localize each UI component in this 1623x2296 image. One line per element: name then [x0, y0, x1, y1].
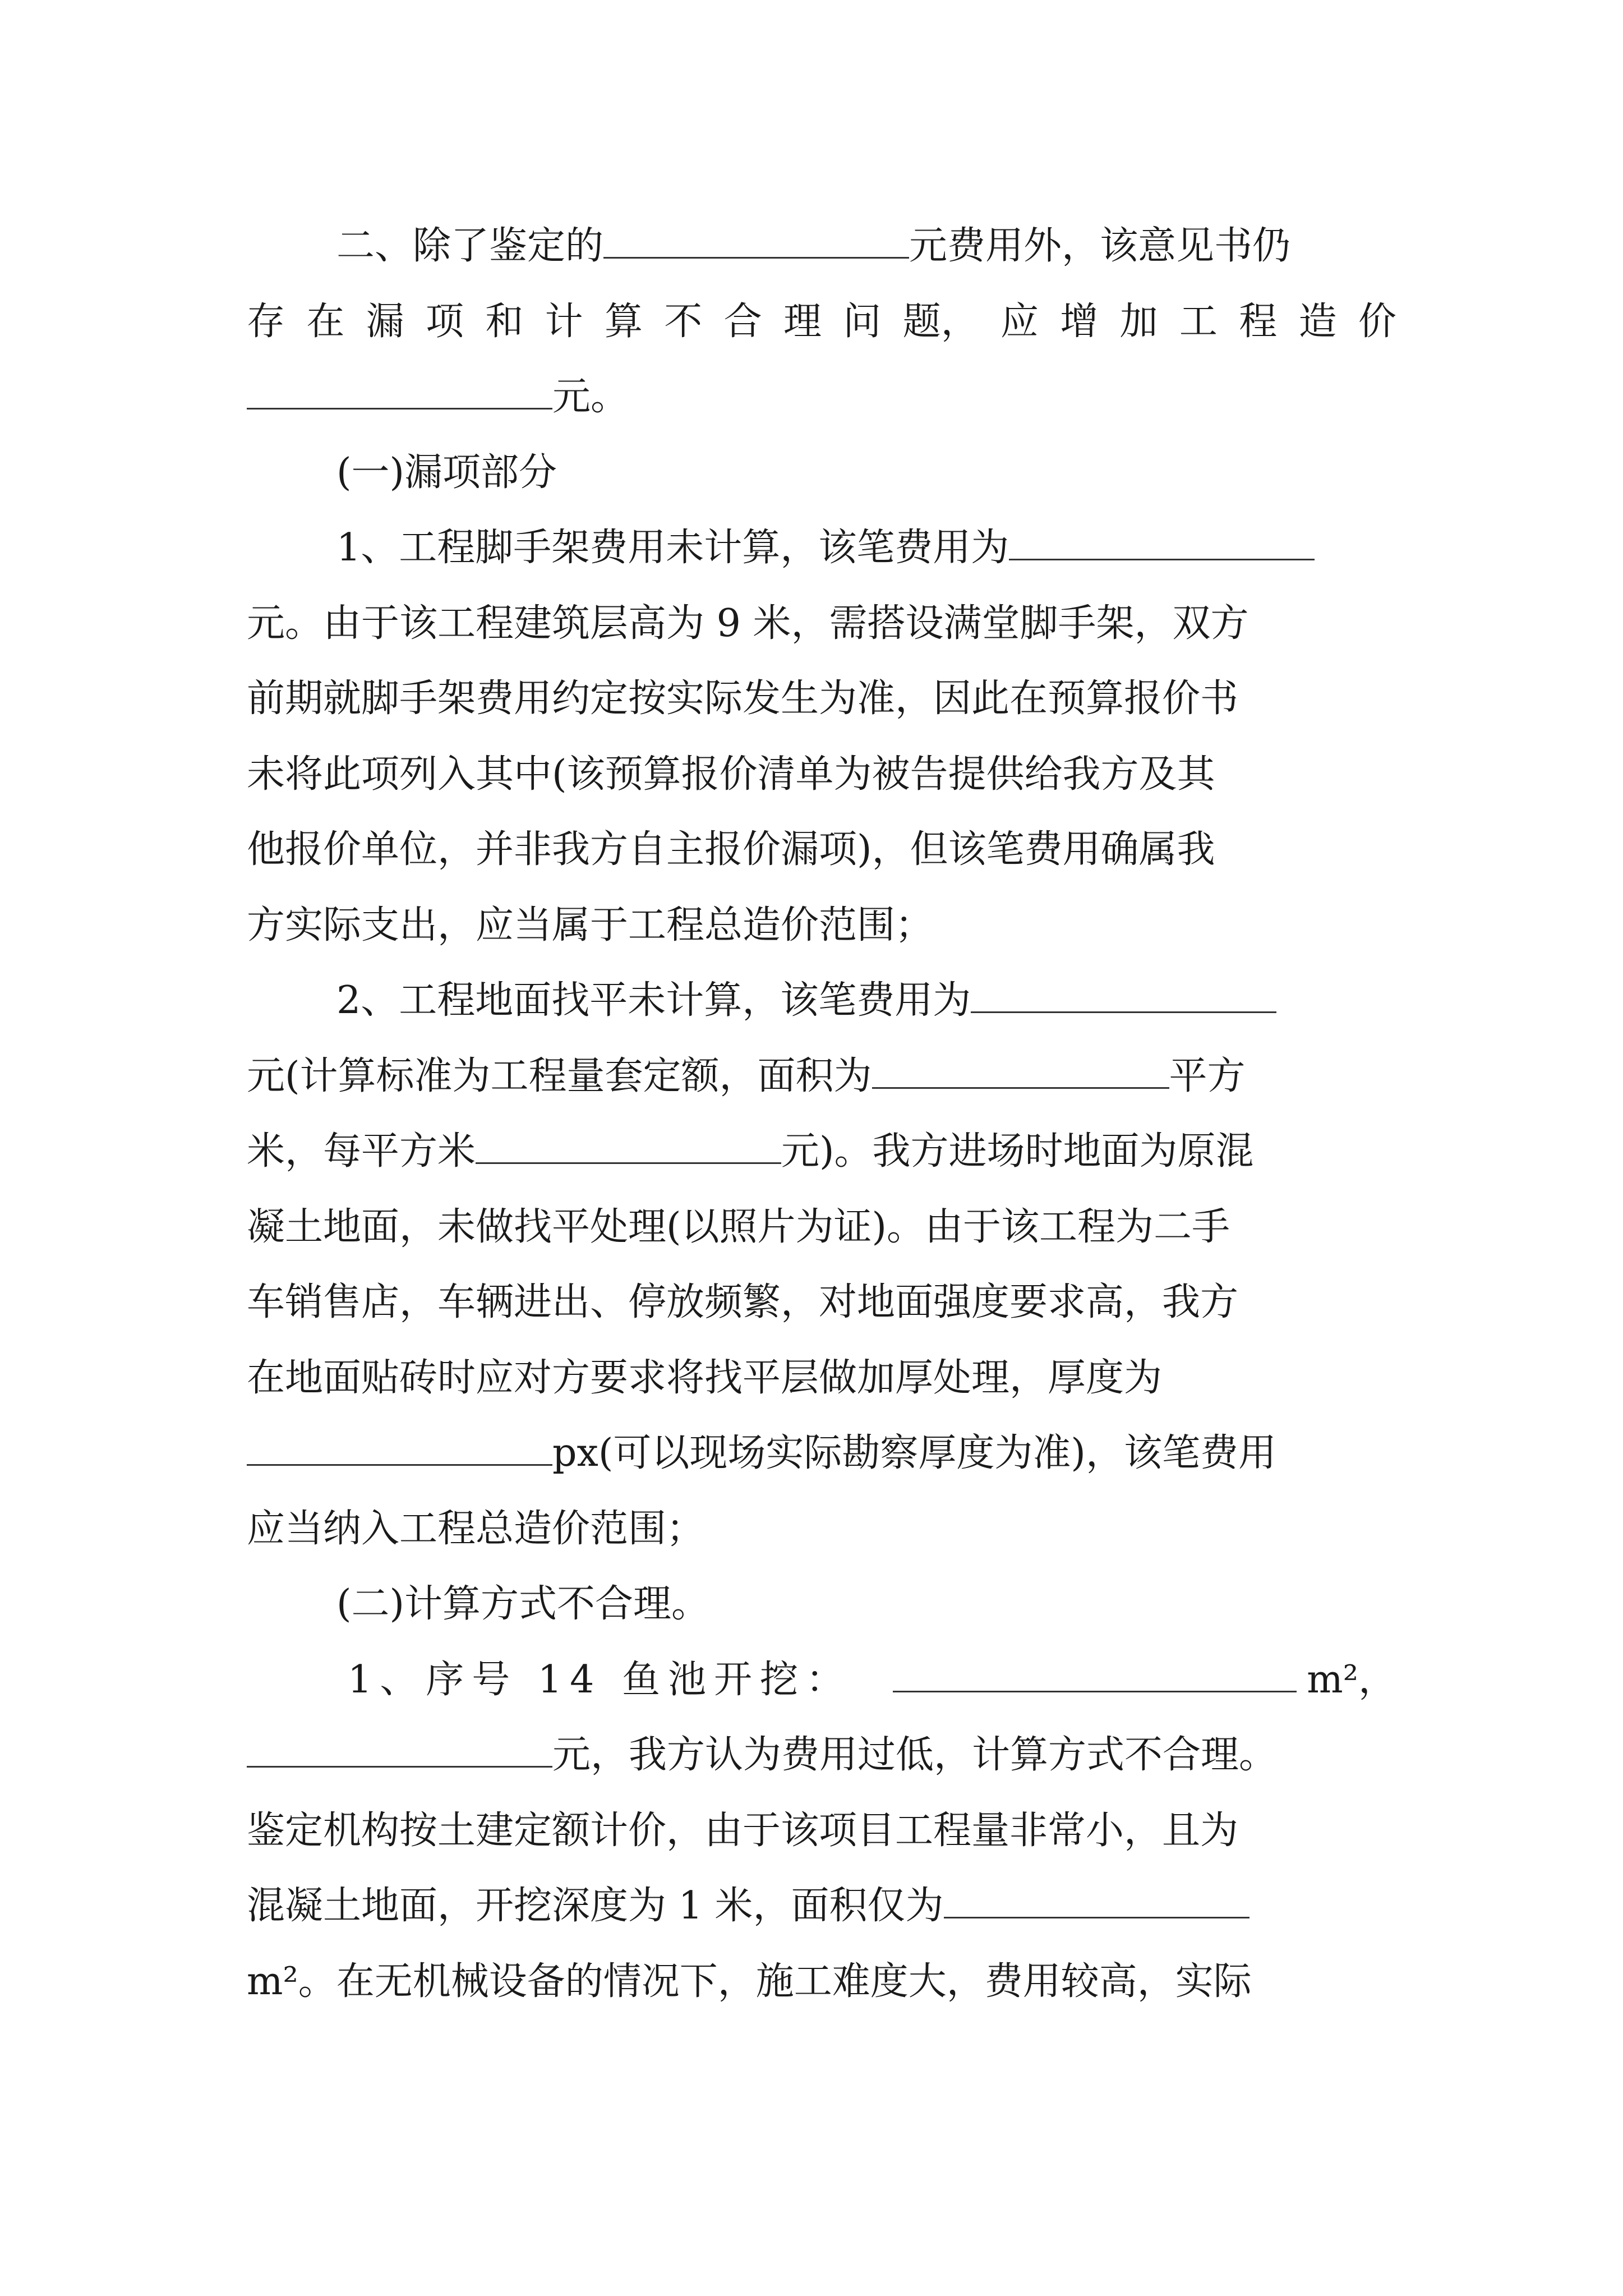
text: 前期就脚手架费用约定按实际发生为准，因此在预算报价书	[247, 677, 1239, 721]
fill-in-blank	[872, 1052, 1169, 1089]
char: 项	[425, 300, 464, 344]
paragraph-line	[336, 973, 1396, 1029]
fill-in-blank	[603, 222, 909, 259]
char: 价	[1358, 300, 1396, 344]
text: 二、除了鉴定的	[336, 224, 604, 268]
text: 他报价单位，并非我方自主报价漏项)，但该笔费用确属我	[247, 827, 1215, 872]
char: 造	[1298, 300, 1337, 344]
text: 1、工程脚手架费用未计算，该笔费用为	[336, 526, 1009, 570]
fill-in-blank	[247, 1429, 552, 1466]
char: 程	[1239, 300, 1278, 344]
paragraph-line	[348, 1652, 1396, 1708]
paragraph-line	[247, 747, 1396, 803]
text: 车销售店，车辆进出、停放频繁，对地面强度要求高，我方	[247, 1280, 1239, 1324]
char: 在	[306, 300, 345, 344]
char: 不	[664, 300, 703, 344]
paragraph-line	[247, 1274, 1396, 1331]
char: 增	[1060, 300, 1099, 344]
text: 元，我方认为费用过低，计算方式不合理。	[552, 1733, 1278, 1777]
text: 未将此项列入其中(该预算报价清单为被告提供给我方及其	[247, 752, 1215, 797]
text: 2、工程地面找平未计算，该笔费用为	[336, 978, 971, 1023]
text: 元(计算标准为工程量套定额，面积为	[247, 1054, 872, 1098]
paragraph-line	[247, 294, 1396, 350]
paragraph-line	[247, 671, 1396, 727]
text: px(可以现场实际勘察厚度为准)，该笔费用	[552, 1431, 1276, 1475]
char: 和	[485, 300, 524, 344]
text: 元费用外，该意见书仍	[909, 224, 1291, 268]
char: 工	[1179, 300, 1218, 344]
paragraph-line	[247, 369, 1396, 425]
text: 平方	[1169, 1054, 1246, 1098]
paragraph-line	[247, 1199, 1396, 1255]
section-heading	[336, 445, 1396, 501]
text: 应当纳入工程总造价范围；	[247, 1507, 705, 1551]
text: 凝土地面，未做找平处理(以照片为证)。由于该工程为二手	[247, 1205, 1230, 1249]
char: 问	[843, 300, 882, 344]
text: 米，每平方米	[247, 1129, 476, 1174]
fill-in-blank	[247, 373, 552, 409]
fill-in-blank	[971, 977, 1276, 1013]
text: 元)。我方进场时地面为原混	[781, 1129, 1254, 1174]
section-heading	[336, 1576, 1396, 1632]
text: (一)漏项部分	[336, 450, 557, 495]
text: 在地面贴砖时应对方要求将找平层做加厚处理，厚度为	[247, 1356, 1163, 1400]
paragraph-line	[247, 1350, 1396, 1406]
paragraph-line	[247, 596, 1396, 652]
paragraph-line	[247, 1878, 1396, 1934]
text: 元。由于该工程建筑层高为 9 米，需搭设满堂脚手架，双方	[247, 601, 1249, 646]
text: 混凝土地面，开挖深度为 1 米，面积仅为	[247, 1884, 944, 1928]
char: 存	[247, 300, 285, 344]
char: 漏	[366, 300, 404, 344]
fill-in-blank	[247, 1731, 552, 1768]
char: 计	[545, 300, 583, 344]
paragraph-line	[247, 1727, 1396, 1783]
char: 合	[723, 300, 762, 344]
char: 题，	[902, 300, 979, 344]
fill-in-blank	[1009, 524, 1315, 560]
paragraph-line	[247, 1048, 1396, 1105]
text: 元。	[552, 375, 629, 419]
text: m²，	[1307, 1658, 1396, 1702]
paragraph-line	[336, 218, 1396, 274]
char: 算	[604, 300, 643, 344]
paragraph-line	[247, 1803, 1396, 1859]
char: 应	[1000, 300, 1039, 344]
text: 1、序号 14 鱼池开挖：	[348, 1658, 852, 1702]
paragraph-line	[247, 1124, 1396, 1180]
fill-in-blank	[893, 1656, 1297, 1692]
paragraph-line	[247, 1501, 1396, 1557]
char: 加	[1119, 300, 1158, 344]
char: 理	[783, 300, 822, 344]
paragraph-line	[247, 822, 1396, 878]
paragraph-line	[336, 520, 1396, 576]
text: 方实际支出，应当属于工程总造价范围；	[247, 903, 934, 947]
fill-in-blank	[476, 1128, 781, 1164]
paragraph-line	[247, 898, 1396, 954]
text: m²。在无机械设备的情况下，施工难度大，费用较高，实际	[247, 1959, 1252, 2004]
text: 鉴定机构按土建定额计价，由于该项目工程量非常小，且为	[247, 1809, 1239, 1853]
paragraph-line	[247, 1954, 1396, 2010]
paragraph-line	[247, 1425, 1396, 1481]
fill-in-blank	[944, 1882, 1249, 1918]
text: (二)计算方式不合理。	[336, 1582, 710, 1626]
